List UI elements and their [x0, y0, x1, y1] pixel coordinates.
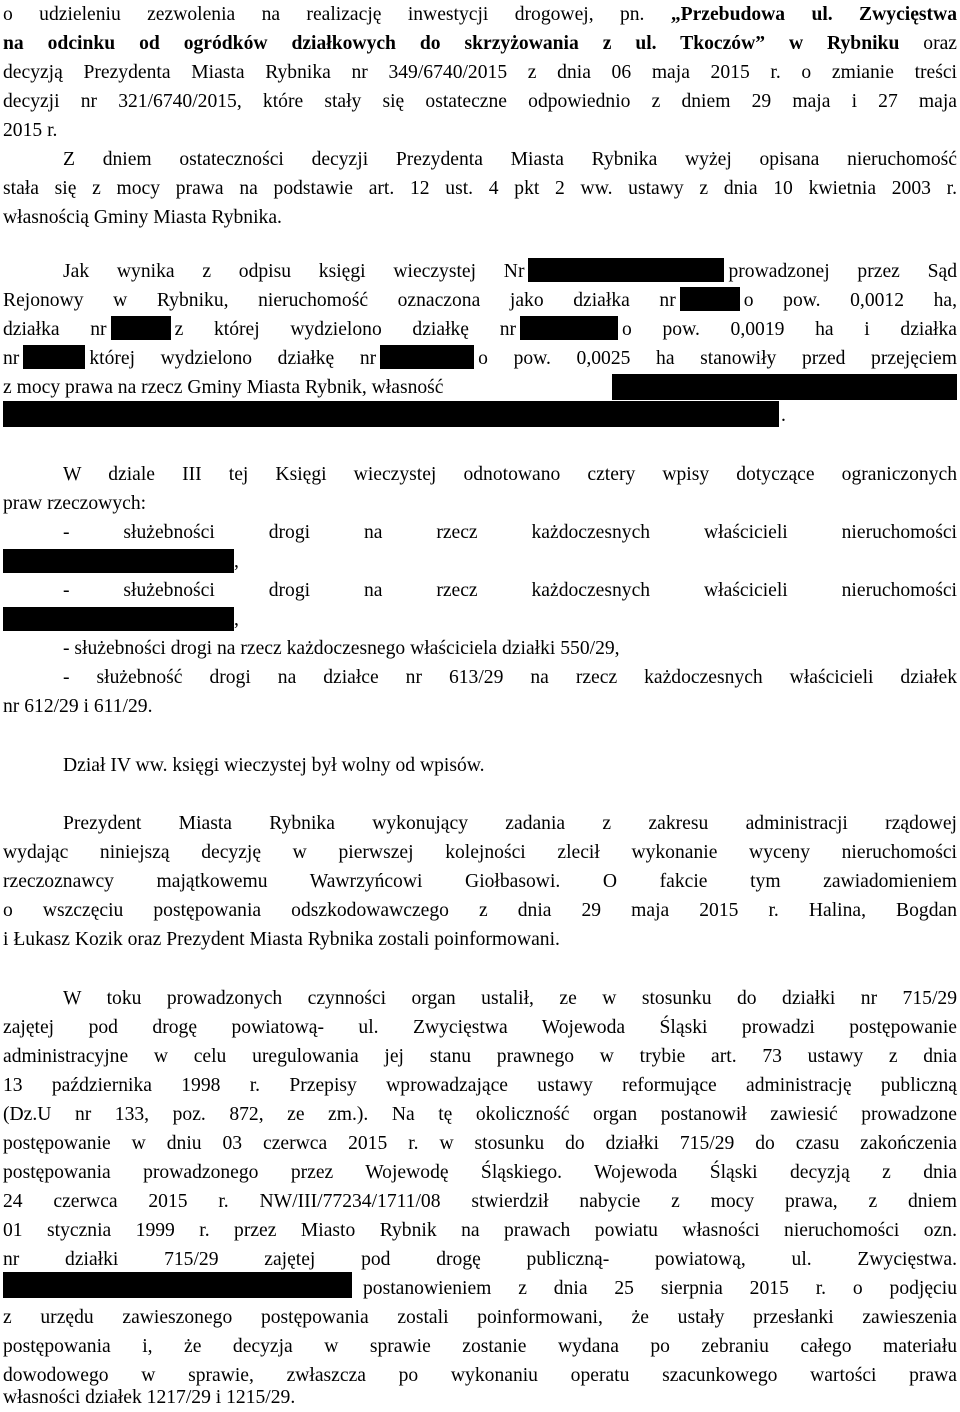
p4-line-3: - służebności drogi na rzecz każdoczesnych właścicieli nieruchomości — [63, 522, 957, 543]
p6-line-5: i Łukasz Kozik oraz Prezydent Miasta Rybnika zostali poinformowani. — [3, 929, 560, 950]
text: Rejonowy w Rybniku, nieruchomość oznaczona jako działka nr — [3, 290, 676, 311]
p1-line-1 — [3, 0, 957, 29]
p7-line-13: postępowania i, że decyzja w sprawie zostanie wydana po zebraniu całego materiału — [3, 1336, 957, 1357]
p2-line-1: Z dniem ostateczności decyzji Prezydenta Miasta Rybnika wyżej opisana nieruchomość — [63, 149, 957, 170]
text: o udzieleniu zezwolenia na realizację inwestycji drogowej, pn. — [3, 4, 671, 25]
p7-line-12: z urzędu zawieszonego postępowania zostali poinformowani, że ustały przesłanki zawieszenia — [3, 1307, 957, 1328]
text: której wydzielono działkę nr — [89, 348, 377, 369]
p3-line-6: . — [781, 405, 786, 426]
p1-line-4: decyzji nr 321/6740/2015, które stały się ostateczne odpowiednio z dniem 29 maja i 27 maja — [3, 91, 957, 112]
p7-line-15: własności działek 1217/29 i 1215/29. — [3, 1387, 296, 1408]
p7-line-11: postanowieniem z dnia 25 sierpnia 2015 r. o podjęciu — [363, 1278, 957, 1299]
p3-line-5: z mocy prawa na rzecz Gminy Miasta Rybnik, własność — [3, 377, 444, 398]
text: działka nr — [3, 319, 107, 340]
p4-line-9: nr 612/29 i 611/29. — [3, 696, 153, 717]
p7-line-5: (Dz.U nr 133, poz. 872, ze zm.). Na tę okoliczność organ postanowił zawiesić prowadzone — [3, 1104, 957, 1125]
p5-line-1: Dział IV ww. księgi wieczystej był wolny od wpisów. — [63, 755, 485, 776]
p7-line-14: dowodowego w sprawie, zwłaszcza po wykonaniu operatu szacunkowego wartości prawa — [3, 1365, 957, 1386]
p4-line-2: praw rzeczowych: — [3, 493, 147, 514]
p7-line-2: zajętej pod drogę powiatową- ul. Zwycięstwa Wojewoda Śląski prowadzi postępowanie — [3, 1017, 957, 1038]
p4-line-8: - służebność drogi na działce nr 613/29 na rzecz każdoczesnych właścicieli działek — [63, 667, 957, 688]
bold-text: „Przebudowa ul. Zwycięstwa — [670, 4, 957, 25]
p1-line-3: decyzją Prezydenta Miasta Rybnika nr 349/6740/2015 z dnia 06 maja 2015 r. o zmianie treści — [3, 62, 957, 83]
redaction-block — [3, 607, 234, 631]
p4-line-4: , — [234, 551, 239, 572]
p3-line-3 — [3, 315, 957, 344]
redaction-block — [680, 287, 740, 311]
p4-line-1: W dziale III tej Księgi wieczystej odnotowano cztery wpisy dotyczące ograniczonych — [63, 464, 957, 485]
p3-line-4 — [3, 344, 957, 373]
bold-text: na odcinku od ogródków działkowych do skrzyżowania z ul. Tkoczów” w Rybniku — [3, 33, 900, 54]
p4-line-5: - służebności drogi na rzecz każdoczesnych właścicieli nieruchomości — [63, 580, 957, 601]
p7-line-7: postępowania prowadzonego przez Wojewodę Śląskiego. Wojewoda Śląski decyzją z dnia — [3, 1162, 957, 1183]
p1-line-2 — [3, 29, 957, 58]
p6-line-1: Prezydent Miasta Rybnika wykonujący zadania z zakresu administracji rządowej — [63, 813, 957, 834]
redaction-block — [3, 549, 234, 573]
redaction-block — [23, 345, 85, 369]
p7-line-1: W toku prowadzonych czynności organ ustalił, ze w stosunku do działki nr 715/29 — [63, 988, 957, 1009]
p7-line-10: nr działki 715/29 zajętej pod drogę publiczną- powiatową, ul. Zwycięstwa. — [3, 1249, 957, 1270]
text: oraz — [899, 33, 958, 54]
redaction-block — [3, 1272, 352, 1298]
p2-line-3: własnością Gminy Miasta Rybnika. — [3, 207, 282, 228]
p4-line-7: - służebności drogi na rzecz każdoczesnego właściciela działki 550/29, — [63, 638, 620, 659]
redaction-block — [520, 316, 618, 340]
p3-line-1 — [63, 257, 957, 286]
redaction-block — [3, 401, 779, 427]
redaction-block — [612, 374, 957, 400]
p3-line-2 — [3, 286, 957, 315]
text: prowadzonej przez Sąd — [728, 261, 957, 282]
p6-line-2: wydając niniejszą decyzję w pierwszej kolejności zlecił wykonanie wyceny nieruchomości — [3, 842, 957, 863]
text: o pow. 0,0012 ha, — [743, 290, 958, 311]
p7-line-6: postępowanie w dniu 03 czerwca 2015 r. w stosunku do działki 715/29 do czasu zakończenia — [3, 1133, 957, 1154]
p6-line-3: rzeczoznawcy majątkowemu Wawrzyńcowi Giołbasowi. O fakcie tym zawiadomieniem — [3, 871, 957, 892]
redaction-block — [528, 258, 724, 282]
text: o pow. 0,0019 ha i działka — [622, 319, 957, 340]
p4-line-6: , — [234, 609, 239, 630]
text: nr — [3, 348, 20, 369]
text: z której wydzielono działkę nr — [174, 319, 517, 340]
p6-line-4: o wszczęciu postępowania odszkodowawczego z dnia 29 maja 2015 r. Halina, Bogdan — [3, 900, 957, 921]
p7-line-9: 01 stycznia 1999 r. przez Miasto Rybnik na prawach powiatu własności nieruchomości ozn. — [3, 1220, 957, 1241]
p2-line-2: stała się z mocy prawa na podstawie art. 12 ust. 4 pkt 2 ww. ustawy z dnia 10 kwietnia 2003 r. — [3, 178, 957, 199]
text: o pow. 0,0025 ha stanowiły przed przejęciem — [478, 348, 957, 369]
p7-line-3: administracyjne w celu uregulowania jej stanu prawnego w trybie art. 73 ustawy z dnia — [3, 1046, 957, 1067]
text: Jak wynika z odpisu księgi wieczystej Nr — [63, 261, 525, 282]
redaction-block — [380, 345, 474, 369]
p7-line-4: 13 października 1998 r. Przepisy wprowadzające ustawy reformujące administrację publiczną — [3, 1075, 957, 1096]
p1-line-5: 2015 r. — [3, 120, 58, 141]
p7-line-8: 24 czerwca 2015 r. NW/III/77234/1711/08 stwierdził nabycie z mocy prawa, z dniem — [3, 1191, 957, 1212]
redaction-block — [111, 316, 171, 340]
